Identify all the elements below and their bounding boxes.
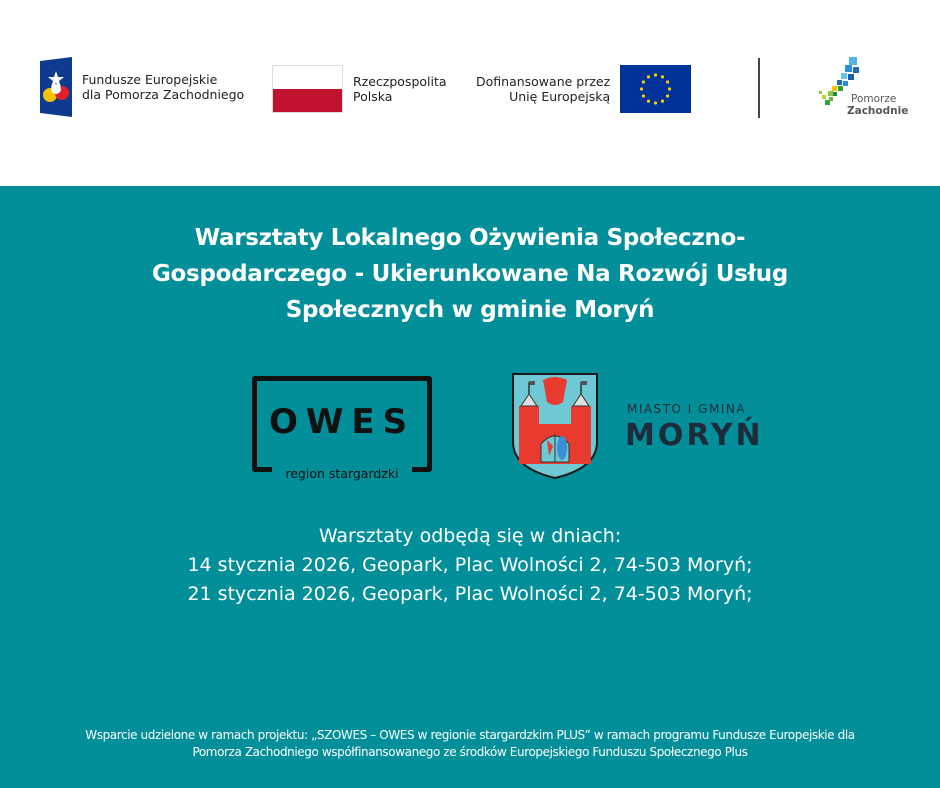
date-item: 21 stycznia 2026, Geopark, Plac Wolności 2, 74-503 Moryń; xyxy=(187,583,753,605)
pl-logo xyxy=(272,65,447,113)
title-line-1: Warsztaty Lokalnego Ożywienia Społeczno- xyxy=(194,225,746,251)
date-item: 14 stycznia 2026, Geopark, Plac Wolności 2, 74-503 Moryń; xyxy=(187,554,753,576)
title-line-2: Gospodarczego - Ukierunkowane Na Rozwój Usług xyxy=(151,261,789,287)
funding-footer xyxy=(30,727,910,761)
eu-flag-icon xyxy=(620,65,691,113)
pl-line1: Rzeczpospolita xyxy=(353,74,447,89)
page-title xyxy=(60,220,880,328)
fe-line2: dla Pomorza Zachodniego xyxy=(82,87,245,102)
eu-line1: Dofinansowane przez xyxy=(476,74,611,89)
dates-intro: Warsztaty odbędą się w dniach: xyxy=(318,525,622,547)
owes-logo xyxy=(252,376,432,481)
pl-logo-text xyxy=(353,74,447,104)
eu-logo xyxy=(476,65,691,113)
moryn-logo-caption: MIASTO I GMINA xyxy=(627,402,747,416)
title-line-3: Społecznych w gminie Moryń xyxy=(285,297,655,323)
polish-flag-icon xyxy=(272,65,343,113)
eu-line2: Unię Europejską xyxy=(509,89,611,104)
fe-logo xyxy=(40,57,244,117)
pz-line2: Zachodnie xyxy=(847,105,909,117)
footer-line-1: Wsparcie udzielone w ramach projektu: „SZOWES – OWES w regionie stargardzkim PLUS” w ramach programu Fundusze Europejskie dla xyxy=(85,728,855,742)
eu-logo-text xyxy=(476,74,610,104)
moryn-coat-of-arms-icon xyxy=(511,372,599,480)
logo-divider xyxy=(758,58,760,118)
pl-line2: Polska xyxy=(353,89,393,104)
dates-section xyxy=(60,522,880,609)
pz-logo xyxy=(815,55,915,125)
fe-logo-text xyxy=(82,72,244,102)
fe-line1: Fundusze Europejskie xyxy=(82,72,218,87)
owes-subtitle: region stargardzki xyxy=(285,466,399,481)
logo-header xyxy=(0,0,940,186)
moryn-logo-name: MORYŃ xyxy=(625,418,764,453)
owes-wordmark: OWES xyxy=(268,402,416,442)
pz-line1: Pomorze xyxy=(851,93,897,105)
footer-line-2: Pomorza Zachodniego współfinansowanego ze środków Europejskiego Funduszu Społecznego Plus xyxy=(192,745,748,759)
fe-logo-icon xyxy=(40,57,72,117)
pz-logo-text xyxy=(847,93,908,117)
